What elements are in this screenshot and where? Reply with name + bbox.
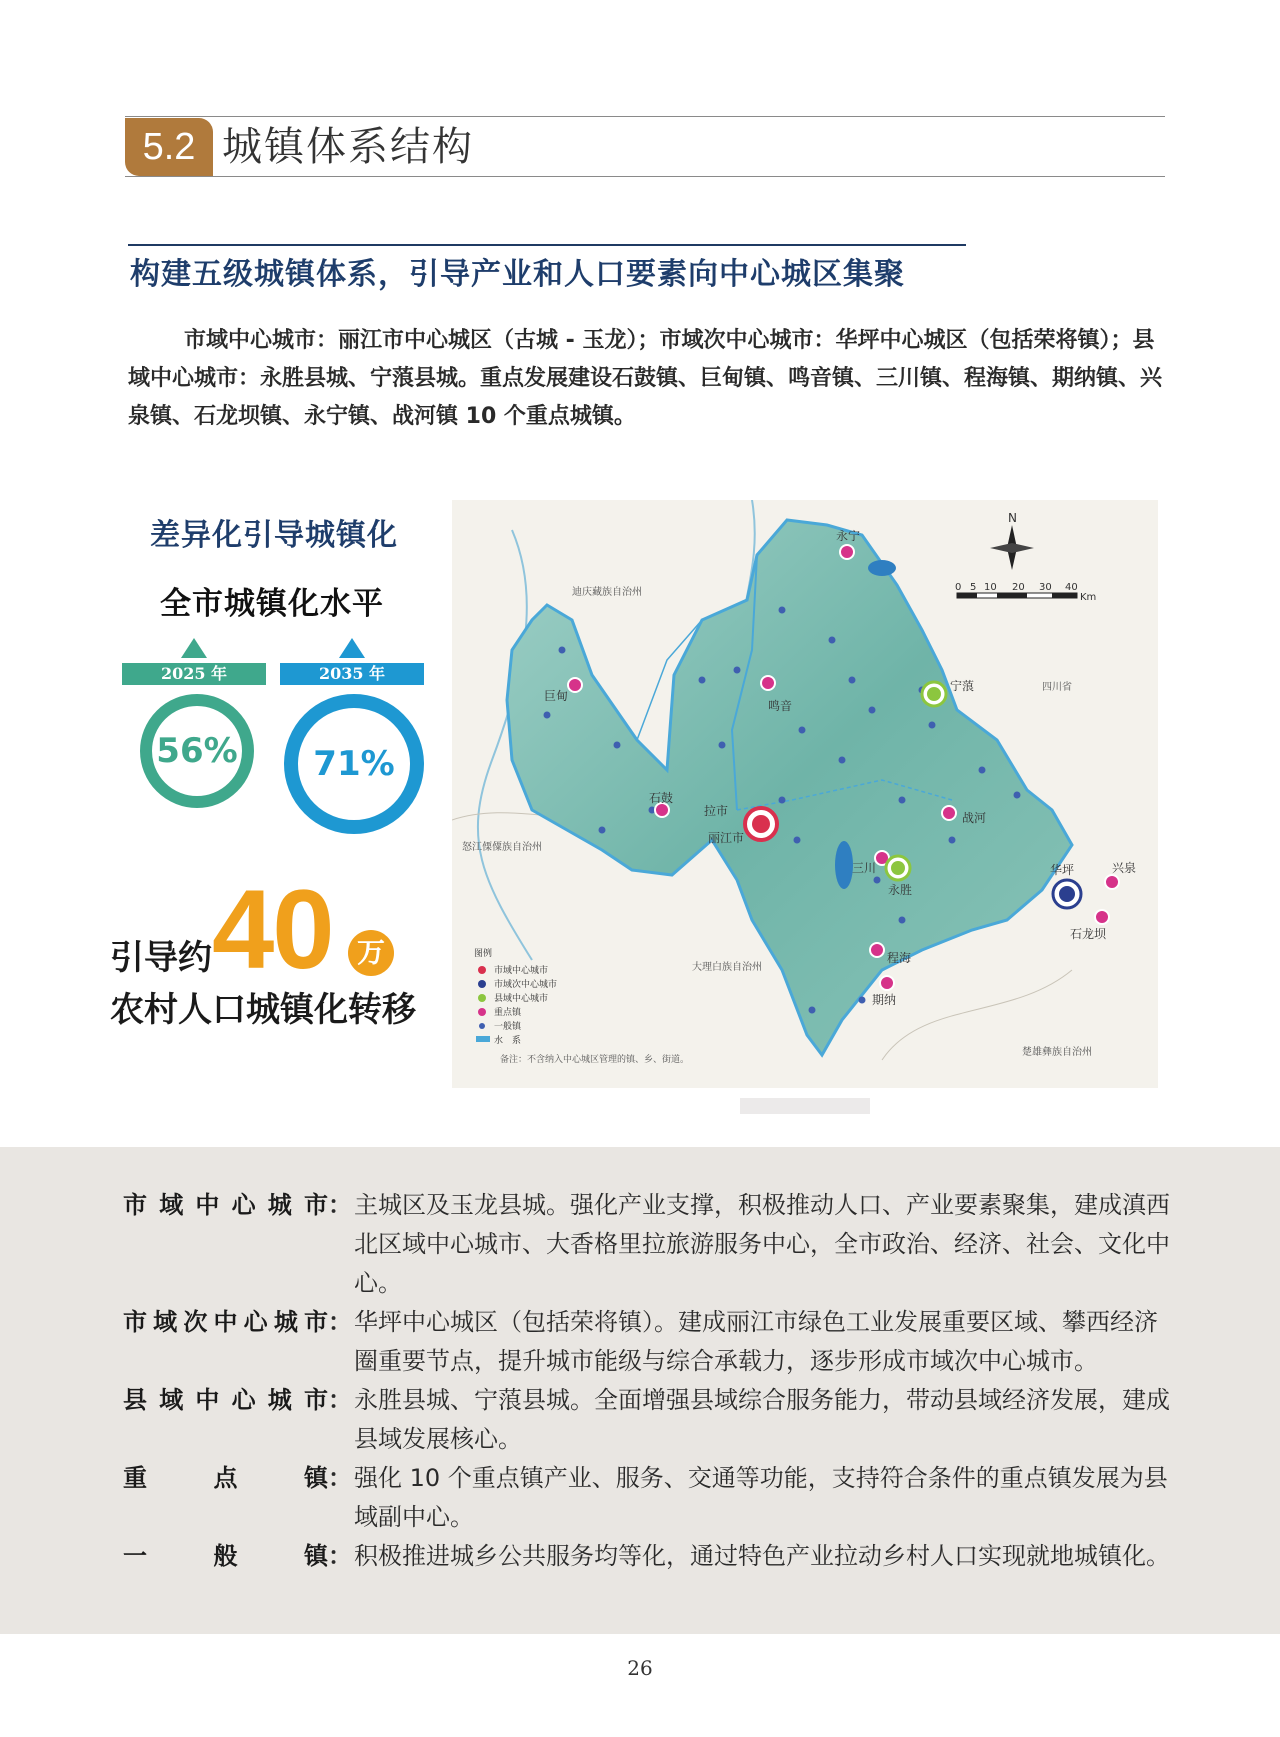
description-colon: ： <box>328 1191 352 1219</box>
description-colon: ： <box>328 1308 352 1336</box>
guide-unit-badge: 万 <box>348 930 394 976</box>
region-label: 四川省 <box>1042 682 1072 693</box>
guide-prefix: 引导约 <box>110 938 212 978</box>
header-rule-top <box>125 116 1165 117</box>
legend-label: 市域中心城市 <box>494 966 549 976</box>
section-number: 5.2 <box>125 118 213 176</box>
description-text: 主城区及玉龙县城。强化产业支撑，积极推动人口、产业要素聚集，建成滇西北区域中心城市、大香格里拉旅游服务中心，全市政治、经济、社会、文化中心。 <box>354 1191 1170 1297</box>
section-title: 城镇体系结构 <box>222 124 474 170</box>
region-label: 怒江傈僳族自治州 <box>462 842 542 853</box>
scale-tick: 0 <box>955 582 962 593</box>
guide-suffix: 农村人口城镇化转移 <box>110 990 416 1030</box>
lake <box>868 560 896 576</box>
year-label-2035: 2035 年 <box>280 663 424 685</box>
urban-system-map <box>452 500 1158 1088</box>
triangle-icon <box>339 638 365 658</box>
scale-tick: 5 <box>970 582 977 593</box>
description-colon: ： <box>328 1464 352 1492</box>
guide-number: 40 <box>212 867 333 992</box>
place-label: 华坪 <box>1050 863 1075 877</box>
description-term: 市域中心城市 <box>123 1191 328 1219</box>
city-centre-marker <box>745 808 777 840</box>
triangle-icon <box>181 638 207 658</box>
region-label: 楚雄彝族自治州 <box>1022 1047 1092 1058</box>
description-colon: ： <box>328 1542 352 1570</box>
place-label: 兴泉 <box>1112 861 1137 875</box>
ratio-value-2025: 56% <box>156 731 238 771</box>
description-term: 重点镇 <box>123 1464 328 1492</box>
legend-swatch <box>479 1023 485 1029</box>
scale-tick: 40 <box>1065 582 1078 593</box>
scale-tick: 10 <box>984 582 997 593</box>
place-label: 巨甸 <box>544 689 569 703</box>
description-term: 县域中心城市 <box>123 1386 328 1414</box>
ratio-value-2035: 71% <box>313 744 395 784</box>
legend-swatch <box>478 1008 486 1016</box>
intro-paragraph: 市域中心城市：丽江市中心城区（古城 - 玉龙）；市域次中心城市：华坪中心城区（包括荣将镇）；县域中心城市：永胜县城、宁蒗县城。重点发展建设石鼓镇、巨甸镇、鸣音镇、三川镇、程海镇、期纳镇、兴泉镇、石龙坝镇、永宁镇、战河镇 10 个重点城镇。 <box>128 328 1163 429</box>
scale-tick: 20 <box>1012 582 1025 593</box>
scale-unit: Km <box>1080 592 1097 603</box>
sub-centre-marker <box>1053 880 1081 908</box>
place-label: 拉市 <box>704 804 729 818</box>
place-label: 永胜 <box>888 883 913 897</box>
north-arrow-icon <box>990 525 1034 570</box>
scale-tick: 30 <box>1039 582 1052 593</box>
map-note: 备注：不含纳入中心城区管理的镇、乡、街道。 <box>500 1055 690 1065</box>
place-label: 永宁 <box>836 529 861 543</box>
legend-swatch <box>478 966 486 974</box>
description-text: 永胜县城、宁蒗县城。全面增强县域综合服务能力，带动县域经济发展，建成县域发展核心。 <box>354 1386 1170 1453</box>
description-text: 积极推进城乡公共服务均等化，通过特色产业拉动乡村人口实现就地城镇化。 <box>354 1542 1170 1570</box>
differentiated-heading: 差异化引导城镇化 <box>150 518 398 553</box>
ratio-ring-2035 <box>284 694 424 834</box>
place-label: 宁蒗 <box>950 679 975 693</box>
place-label: 程海 <box>887 951 912 965</box>
legend-label: 水 系 <box>494 1036 522 1046</box>
place-label: 鸣音 <box>768 699 793 713</box>
region-label: 迪庆藏族自治州 <box>572 587 642 598</box>
north-label: N <box>1008 511 1017 525</box>
legend-label: 市域次中心城市 <box>494 980 558 990</box>
description-term: 市域次中心城市 <box>123 1308 328 1336</box>
description-text: 强化 10 个重点镇产业、服务、交通等功能，支持符合条件的重点镇发展为县域副中心。 <box>354 1464 1168 1531</box>
legend-swatch <box>478 994 486 1002</box>
description-row <box>123 1537 1173 1576</box>
description-row <box>123 1303 1173 1381</box>
urbanization-level-title: 全市城镇化水平 <box>160 586 384 622</box>
place-label: 三川 <box>852 861 877 875</box>
region-label: 大理白族自治州 <box>692 962 762 973</box>
description-row <box>123 1381 1173 1459</box>
ratio-ring-2025 <box>140 694 254 808</box>
map-caption-placeholder <box>740 1098 870 1114</box>
city-territory <box>507 520 1075 1055</box>
description-row <box>123 1459 1173 1537</box>
legend-swatch <box>476 1036 490 1042</box>
description-row <box>123 1186 1173 1303</box>
description-term: 一般镇 <box>123 1542 328 1570</box>
description-text: 华坪中心城区（包括荣将镇）。建成丽江市绿色工业发展重要区域、攀西经济圈重要节点，提升城市能级与综合承载力，逐步形成市域次中心城市。 <box>354 1308 1158 1375</box>
legend-title: 图例 <box>474 949 493 959</box>
header-rule-bottom <box>125 176 1165 177</box>
place-label: 期纳 <box>872 993 897 1007</box>
page-number: 26 <box>627 1656 653 1680</box>
place-label: 战河 <box>962 811 987 825</box>
scale-bar <box>957 593 1077 598</box>
lake <box>835 841 853 889</box>
map-legend <box>474 947 689 1065</box>
legend-swatch <box>478 980 486 988</box>
place-label: 石龙坝 <box>1070 927 1107 941</box>
legend-label: 重点镇 <box>494 1008 522 1018</box>
description-colon: ： <box>328 1386 352 1414</box>
legend-label: 县域中心城市 <box>494 994 549 1004</box>
subtitle: 构建五级城镇体系，引导产业和人口要素向中心城区集聚 <box>130 257 905 292</box>
legend-label: 一般镇 <box>494 1022 522 1032</box>
year-label-2025: 2025 年 <box>122 663 266 685</box>
place-label: 丽江市 <box>708 831 745 845</box>
subtitle-rule <box>128 244 966 246</box>
place-label: 石鼓 <box>649 791 674 805</box>
